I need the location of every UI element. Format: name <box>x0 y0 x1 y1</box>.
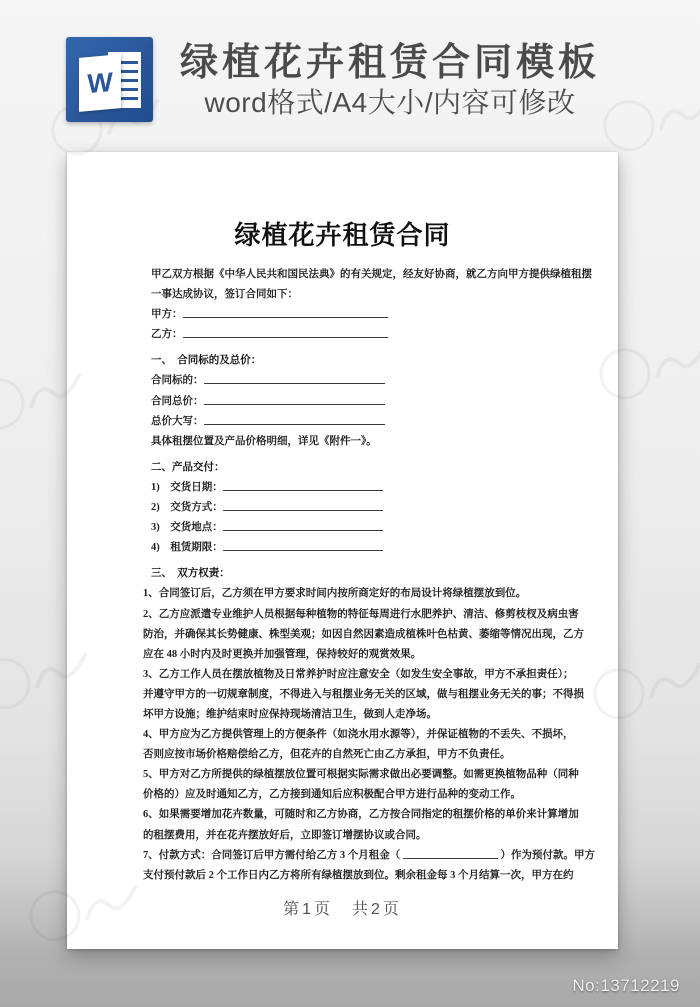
contract-title: 绿植花卉租赁合同 <box>234 221 451 250</box>
contract-field-line <box>143 412 570 432</box>
field-label: 7、付款方式：合同签订后甲方需付给乙方 3 个月租金（ <box>143 849 403 861</box>
contract-line: 否则应按市场价格赔偿给乙方，但花卉的自然死亡由乙方承担，甲方不负责任。 <box>143 749 511 761</box>
contract-section-heading: 二、产品交付： <box>151 461 225 473</box>
field-label: 乙方： <box>151 329 183 341</box>
header <box>165 40 615 119</box>
contract-line: 1、合同签订后，乙方须在甲方要求时间内按所商定好的布局设计将绿植摆放到位。 <box>143 588 527 600</box>
contract-field-line <box>143 305 570 325</box>
template-subtitle: word格式/A4大小/内容可修改 <box>204 87 576 118</box>
contract-line: 防治，并确保其长势健康、株型美观；如因自然因素造成植株叶色枯黄、萎缩等情况出现，乙方 <box>143 628 584 640</box>
contract-field-line <box>143 498 570 518</box>
contract-line: 一事达成协议，签订合同如下： <box>151 289 298 301</box>
contract-field-line <box>143 538 570 558</box>
document-page <box>67 152 618 949</box>
contract-field-line <box>143 478 570 498</box>
contract-line: 并遵守甲方的一切规章制度，不得进入与租摆业务无关的区域，做与租摆业务无关的事；不得损 <box>143 688 584 700</box>
contract-line: 甲乙双方根据《中华人民共和国民法典》的有关规定，经友好协商，就乙方向甲方提供绿植租摆 <box>151 269 592 280</box>
contract-line: 应在 48 小时内及时更换并加强管理，保持较好的观赏效果。 <box>143 648 422 660</box>
serial-number: No:13712219 <box>572 976 680 995</box>
field-label: 合同标的： <box>151 375 204 387</box>
contract-field-line <box>143 518 570 538</box>
fill-in-blank <box>204 373 385 384</box>
fill-in-blank <box>223 500 383 511</box>
word-icon <box>66 37 153 122</box>
fill-in-blank <box>223 480 383 491</box>
contract-field-line <box>143 392 570 412</box>
fill-in-blank <box>403 848 498 859</box>
fill-in-blank <box>204 394 385 405</box>
contract-line: 支付预付款后 2 个工作日内乙方将所有绿植摆放到位。剩余租金每 3 个月结算一次，甲方在约 <box>143 869 574 881</box>
contract-line: 3、乙方工作人员在摆放植物及日常养护时应注意安全（如发生安全事故，甲方不承担责任）； <box>143 668 574 680</box>
fill-in-blank <box>183 327 388 338</box>
field-label: 1) 交货日期： <box>151 481 223 493</box>
contract-line: 5、甲方对乙方所提供的绿植摆放位置可根据实际需求做出必要调整。如需更换植物品种（同种 <box>143 769 579 781</box>
contract-field-line <box>143 325 570 345</box>
template-title: 绿植花卉租赁合同模板 <box>179 42 600 84</box>
fill-in-blank <box>183 307 388 318</box>
field-label: 总价大写： <box>151 415 204 427</box>
contract-line: 坏甲方设施；维护结束时应保持现场清洁卫生，做到人走净场。 <box>143 708 437 720</box>
fill-in-blank <box>204 414 385 425</box>
field-label: 合同总价： <box>151 395 204 407</box>
word-icon-letter: W <box>87 66 113 99</box>
contract-line: 的租摆费用，并在花卉摆放好后，立即签订增摆协议或合同。 <box>143 829 427 841</box>
fill-in-blank <box>223 520 383 531</box>
field-label: ）作为预付款。甲方 <box>497 849 595 861</box>
contract-line: 6、如果需要增加花卉数量，可随时和乙方协商，乙方按合同指定的租摆价格的单价来计算增加 <box>143 809 579 821</box>
contract-body <box>67 265 618 886</box>
contract-field-line <box>143 846 595 866</box>
field-label: 3) 交货地点： <box>151 522 223 534</box>
contract-line: 具体租摆位置及产品价格明细，详见《附件一》。 <box>151 435 377 447</box>
contract-section-heading: 一、 合同标的及总价： <box>151 355 262 367</box>
field-label: 甲方： <box>151 309 183 321</box>
contract-section-heading: 三、 双方权责： <box>151 568 230 580</box>
contract-field-line <box>143 371 570 391</box>
field-label: 2) 交货方式： <box>151 502 223 514</box>
field-label: 4) 租赁期限： <box>151 542 223 554</box>
word-icon-w-page <box>79 54 121 112</box>
contract-line: 4、甲方应为乙方提供管理上的方便条件（如浇水用水源等），并保证植物的不丢失、不损坏， <box>143 729 574 741</box>
page-number: 第1页 共2页 <box>283 900 402 918</box>
contract-line: 价格的）应及时通知乙方，乙方接到通知后应积极配合甲方进行品种的变动工作。 <box>143 789 521 801</box>
contract-line: 2、乙方应派遣专业维护人员根据每种植物的特征每周进行水肥养护、清洁、修剪枝杈及病虫害 <box>143 608 579 620</box>
fill-in-blank <box>223 540 383 551</box>
